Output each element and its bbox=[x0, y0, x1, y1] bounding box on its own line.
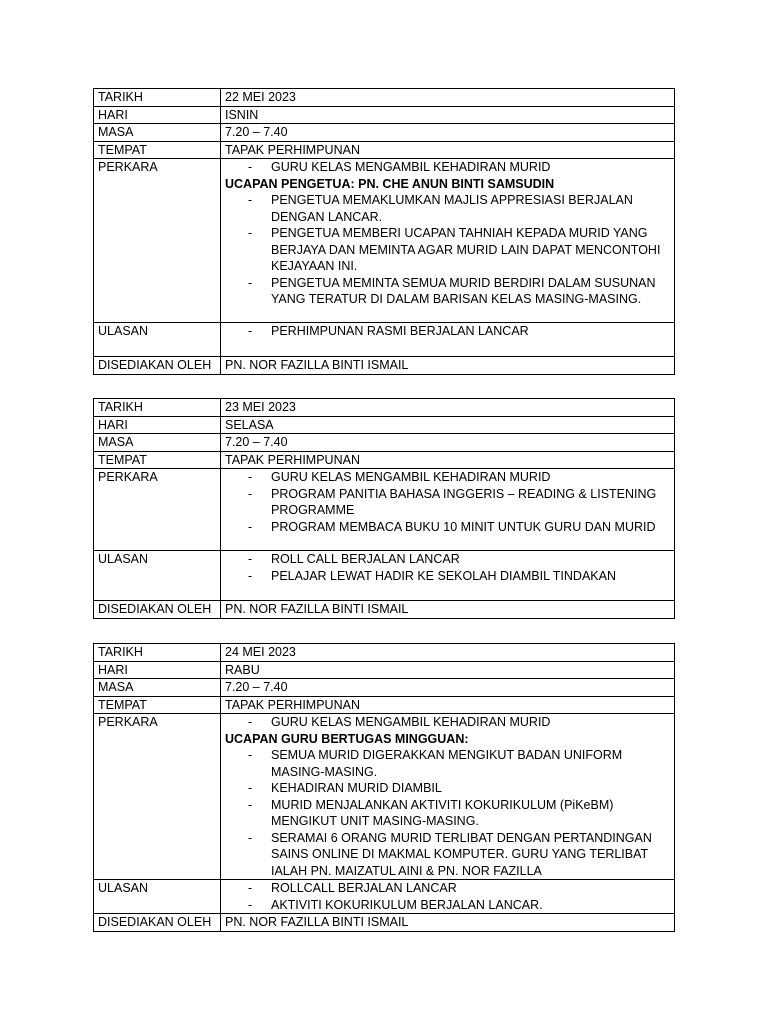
row-ulasan bbox=[94, 323, 675, 357]
label-ulasan: ULASAN bbox=[94, 323, 221, 357]
label-perkara: PERKARA bbox=[94, 714, 221, 880]
value-hari: ISNIN bbox=[221, 106, 675, 124]
row-tarikh bbox=[94, 399, 675, 417]
value-disediakan: PN. NOR FAZILLA BINTI ISMAIL bbox=[221, 357, 675, 375]
label-tarikh: TARIKH bbox=[94, 89, 221, 107]
record-table-3 bbox=[93, 643, 675, 932]
row-disediakan bbox=[94, 601, 675, 619]
row-masa bbox=[94, 679, 675, 697]
label-tarikh: TARIKH bbox=[94, 399, 221, 417]
value-ulasan bbox=[221, 323, 675, 357]
label-masa: MASA bbox=[94, 124, 221, 142]
value-tempat: TAPAK PERHIMPUNAN bbox=[221, 451, 675, 469]
list-item: - PROGRAM MEMBACA BUKU 10 MINIT UNTUK GURU DAN MURID bbox=[225, 519, 670, 536]
record-table-2 bbox=[93, 398, 675, 619]
value-tempat: TAPAK PERHIMPUNAN bbox=[221, 696, 675, 714]
row-perkara bbox=[94, 159, 675, 323]
row-perkara bbox=[94, 714, 675, 880]
row-tarikh bbox=[94, 89, 675, 107]
list-item: - KEHADIRAN MURID DIAMBIL bbox=[225, 780, 670, 797]
value-ulasan bbox=[221, 551, 675, 601]
label-disediakan: DISEDIAKAN OLEH bbox=[94, 357, 221, 375]
row-disediakan bbox=[94, 914, 675, 932]
perkara-list bbox=[225, 714, 670, 731]
list-item: - PENGETUA MEMAKLUMKAN MAJLIS APPRESIASI BERJALAN DENGAN LANCAR. bbox=[225, 192, 670, 225]
value-perkara bbox=[221, 159, 675, 323]
row-tempat bbox=[94, 141, 675, 159]
list-item: - GURU KELAS MENGAMBIL KEHADIRAN MURID bbox=[225, 714, 670, 731]
list-item: - ROLLCALL BERJALAN LANCAR bbox=[225, 880, 670, 897]
perkara-heading: UCAPAN PENGETUA: PN. CHE ANUN BINTI SAMSUDIN bbox=[225, 176, 555, 191]
list-item: - PENGETUA MEMBERI UCAPAN TAHNIAH KEPADA MURID YANG BERJAYA DAN MEMINTA AGAR MURID LAIN DAPAT MENCONTOHI KEJAYAAN INI. bbox=[225, 225, 670, 275]
label-masa: MASA bbox=[94, 679, 221, 697]
value-masa: 7.20 – 7.40 bbox=[221, 434, 675, 452]
value-disediakan: PN. NOR FAZILLA BINTI ISMAIL bbox=[221, 914, 675, 932]
value-ulasan bbox=[221, 880, 675, 914]
value-masa: 7.20 – 7.40 bbox=[221, 679, 675, 697]
ulasan-list bbox=[225, 323, 670, 340]
list-item: - PERHIMPUNAN RASMI BERJALAN LANCAR bbox=[225, 323, 670, 340]
value-hari: RABU bbox=[221, 661, 675, 679]
label-tarikh: TARIKH bbox=[94, 644, 221, 662]
perkara-heading: UCAPAN GURU BERTUGAS MINGGUAN: bbox=[225, 731, 469, 746]
value-perkara bbox=[221, 714, 675, 880]
value-disediakan: PN. NOR FAZILLA BINTI ISMAIL bbox=[221, 601, 675, 619]
value-perkara bbox=[221, 469, 675, 551]
list-item: - GURU KELAS MENGAMBIL KEHADIRAN MURID bbox=[225, 159, 670, 176]
label-hari: HARI bbox=[94, 661, 221, 679]
label-hari: HARI bbox=[94, 416, 221, 434]
label-tempat: TEMPAT bbox=[94, 696, 221, 714]
row-hari bbox=[94, 106, 675, 124]
label-perkara: PERKARA bbox=[94, 159, 221, 323]
ulasan-list bbox=[225, 880, 670, 913]
list-item: - PELAJAR LEWAT HADIR KE SEKOLAH DIAMBIL TINDAKAN bbox=[225, 568, 670, 585]
value-hari: SELASA bbox=[221, 416, 675, 434]
perkara-sub-list bbox=[225, 192, 670, 308]
row-ulasan bbox=[94, 880, 675, 914]
value-masa: 7.20 – 7.40 bbox=[221, 124, 675, 142]
row-tarikh bbox=[94, 644, 675, 662]
label-tempat: TEMPAT bbox=[94, 451, 221, 469]
list-item: - AKTIVITI KOKURIKULUM BERJALAN LANCAR. bbox=[225, 897, 670, 914]
list-item: - SERAMAI 6 ORANG MURID TERLIBAT DENGAN PERTANDINGAN SAINS ONLINE DI MAKMAL KOMPUTER. GURU YANG TERLIBAT IALAH PN. MAIZATUL AINI & PN. NOR FAZILLA bbox=[225, 830, 670, 880]
label-ulasan: ULASAN bbox=[94, 551, 221, 601]
perkara-list bbox=[225, 159, 670, 176]
ulasan-list bbox=[225, 551, 670, 584]
row-perkara bbox=[94, 469, 675, 551]
row-hari bbox=[94, 416, 675, 434]
row-hari bbox=[94, 661, 675, 679]
label-hari: HARI bbox=[94, 106, 221, 124]
list-item: - PROGRAM PANITIA BAHASA INGGERIS – READING & LISTENING PROGRAMME bbox=[225, 486, 670, 519]
label-perkara: PERKARA bbox=[94, 469, 221, 551]
list-item: - ROLL CALL BERJALAN LANCAR bbox=[225, 551, 670, 568]
perkara-sub-list bbox=[225, 747, 670, 879]
row-tempat bbox=[94, 696, 675, 714]
label-ulasan: ULASAN bbox=[94, 880, 221, 914]
list-item: - GURU KELAS MENGAMBIL KEHADIRAN MURID bbox=[225, 469, 670, 486]
row-disediakan bbox=[94, 357, 675, 375]
label-tempat: TEMPAT bbox=[94, 141, 221, 159]
label-masa: MASA bbox=[94, 434, 221, 452]
row-tempat bbox=[94, 451, 675, 469]
perkara-list bbox=[225, 469, 670, 535]
row-masa bbox=[94, 124, 675, 142]
value-tempat: TAPAK PERHIMPUNAN bbox=[221, 141, 675, 159]
label-disediakan: DISEDIAKAN OLEH bbox=[94, 601, 221, 619]
row-ulasan bbox=[94, 551, 675, 601]
list-item: - SEMUA MURID DIGERAKKAN MENGIKUT BADAN UNIFORM MASING-MASING. bbox=[225, 747, 670, 780]
label-disediakan: DISEDIAKAN OLEH bbox=[94, 914, 221, 932]
record-table-1 bbox=[93, 88, 675, 375]
list-item: - PENGETUA MEMINTA SEMUA MURID BERDIRI DALAM SUSUNAN YANG TERATUR DI DALAM BARISAN KELAS MASING-MASING. bbox=[225, 275, 670, 308]
list-item: - MURID MENJALANKAN AKTIVITI KOKURIKULUM (PiKeBM) MENGIKUT UNIT MASING-MASING. bbox=[225, 797, 670, 830]
value-tarikh: 24 MEI 2023 bbox=[221, 644, 675, 662]
row-masa bbox=[94, 434, 675, 452]
value-tarikh: 22 MEI 2023 bbox=[221, 89, 675, 107]
value-tarikh: 23 MEI 2023 bbox=[221, 399, 675, 417]
